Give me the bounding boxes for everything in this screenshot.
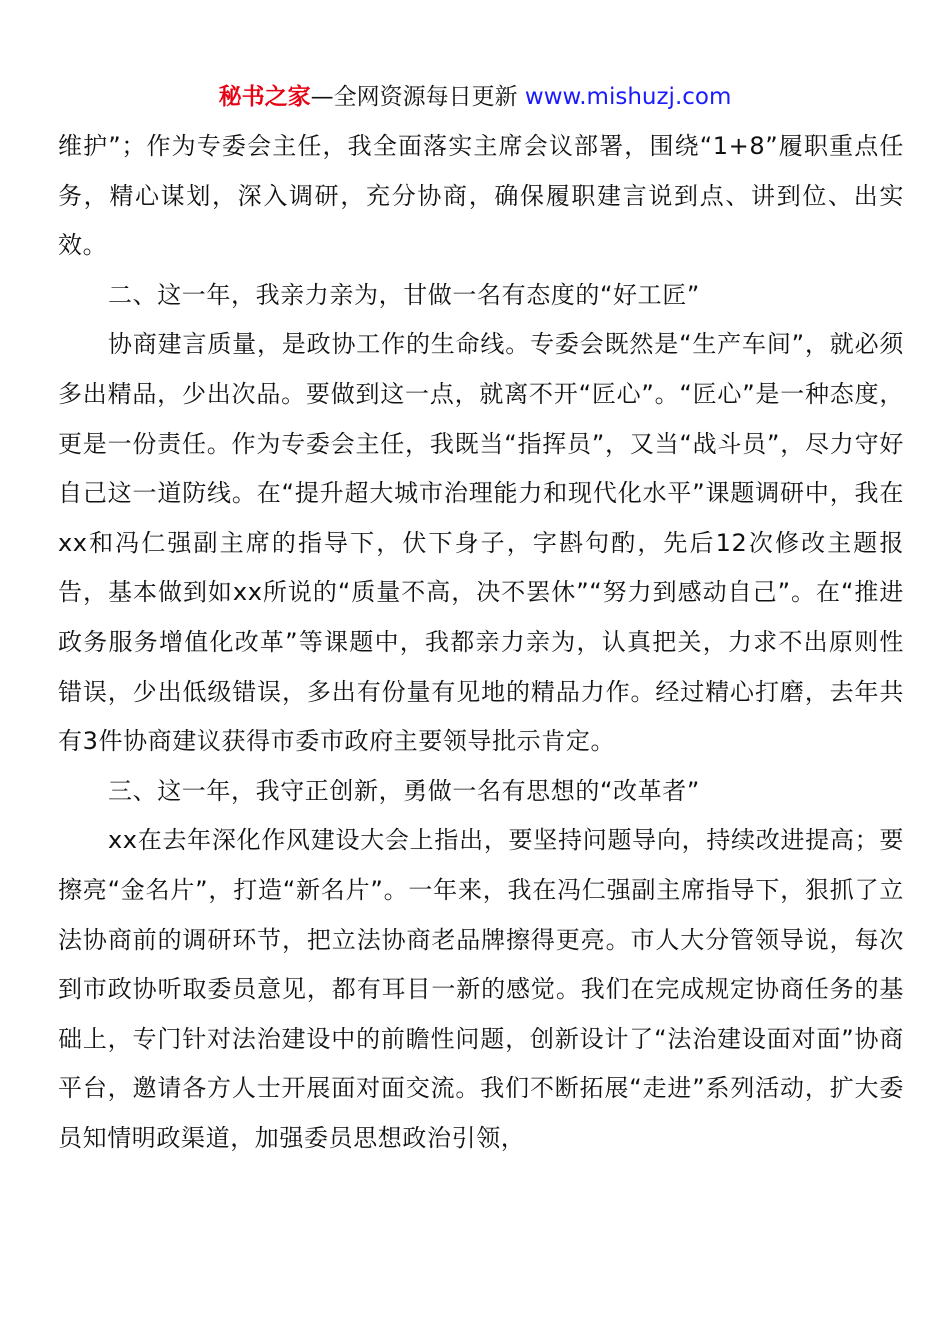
- document-body: [58, 122, 904, 1163]
- site-link[interactable]: www.mishuzj.com: [524, 84, 732, 110]
- paragraph-continuation: 维护”；作为专委会主任，我全面落实主席会议部署，围绕“1+8”履职重点任务，精心谋划，深入调研，充分协商，确保履职建言说到点、讲到位、出实效。: [58, 132, 904, 260]
- section-heading-2: 二、这一年，我亲力亲为，甘做一名有态度的“好工匠”: [108, 280, 700, 309]
- brand-name: 秘书之家: [218, 84, 311, 110]
- paragraph-body: xx在去年深化作风建设大会上指出，要坚持问题导向，持续改进提高；要擦亮“金名片”，打造“新名片”。一年来，我在冯仁强副主席指导下，狠抓了立法协商前的调研环节，把立法协商老品牌擦得更亮。市人大分管领导说，每次到市政协听取委员意见，都有耳目一新的感觉。我们在完成规定协商任务的基础上，专门针对法治建设中的前瞻性问题，创新设计了“法治建设面对面”协商平台，邀请各方人士开展面对面交流。我们不断拓展“走进”系列活动，扩大委员知情明政渠道，加强委员思想政治引领，: [58, 826, 904, 1152]
- header-tagline: —全网资源每日更新: [310, 84, 518, 110]
- section-heading-3: 三、这一年，我守正创新，勇做一名有思想的“改革者”: [108, 776, 700, 805]
- page-header: [0, 80, 950, 114]
- paragraph-body: 协商建言质量，是政协工作的生命线。专委会既然是“生产车间”，就必须多出精品，少出次品。要做到这一点，就离不开“匠心”。“匠心”是一种态度，更是一份责任。作为专委会主任，我既当“指挥员”，又当“战斗员”，尽力守好自己这一道防线。在“提升超大城市治理能力和现代化水平”课题调研中，我在xx和冯仁强副主席的指导下，伏下身子，字斟句酌，先后12次修改主题报告，基本做到如xx所说的“质量不高，决不罢休”“努力到感动自己”。在“推进政务服务增值化改革”等课题中，我都亲力亲为，认真把关，力求不出原则性错误，少出低级错误，多出有份量有见地的精品力作。经过精心打磨，去年共有3件协商建议获得市委市政府主要领导批示肯定。: [58, 330, 904, 756]
